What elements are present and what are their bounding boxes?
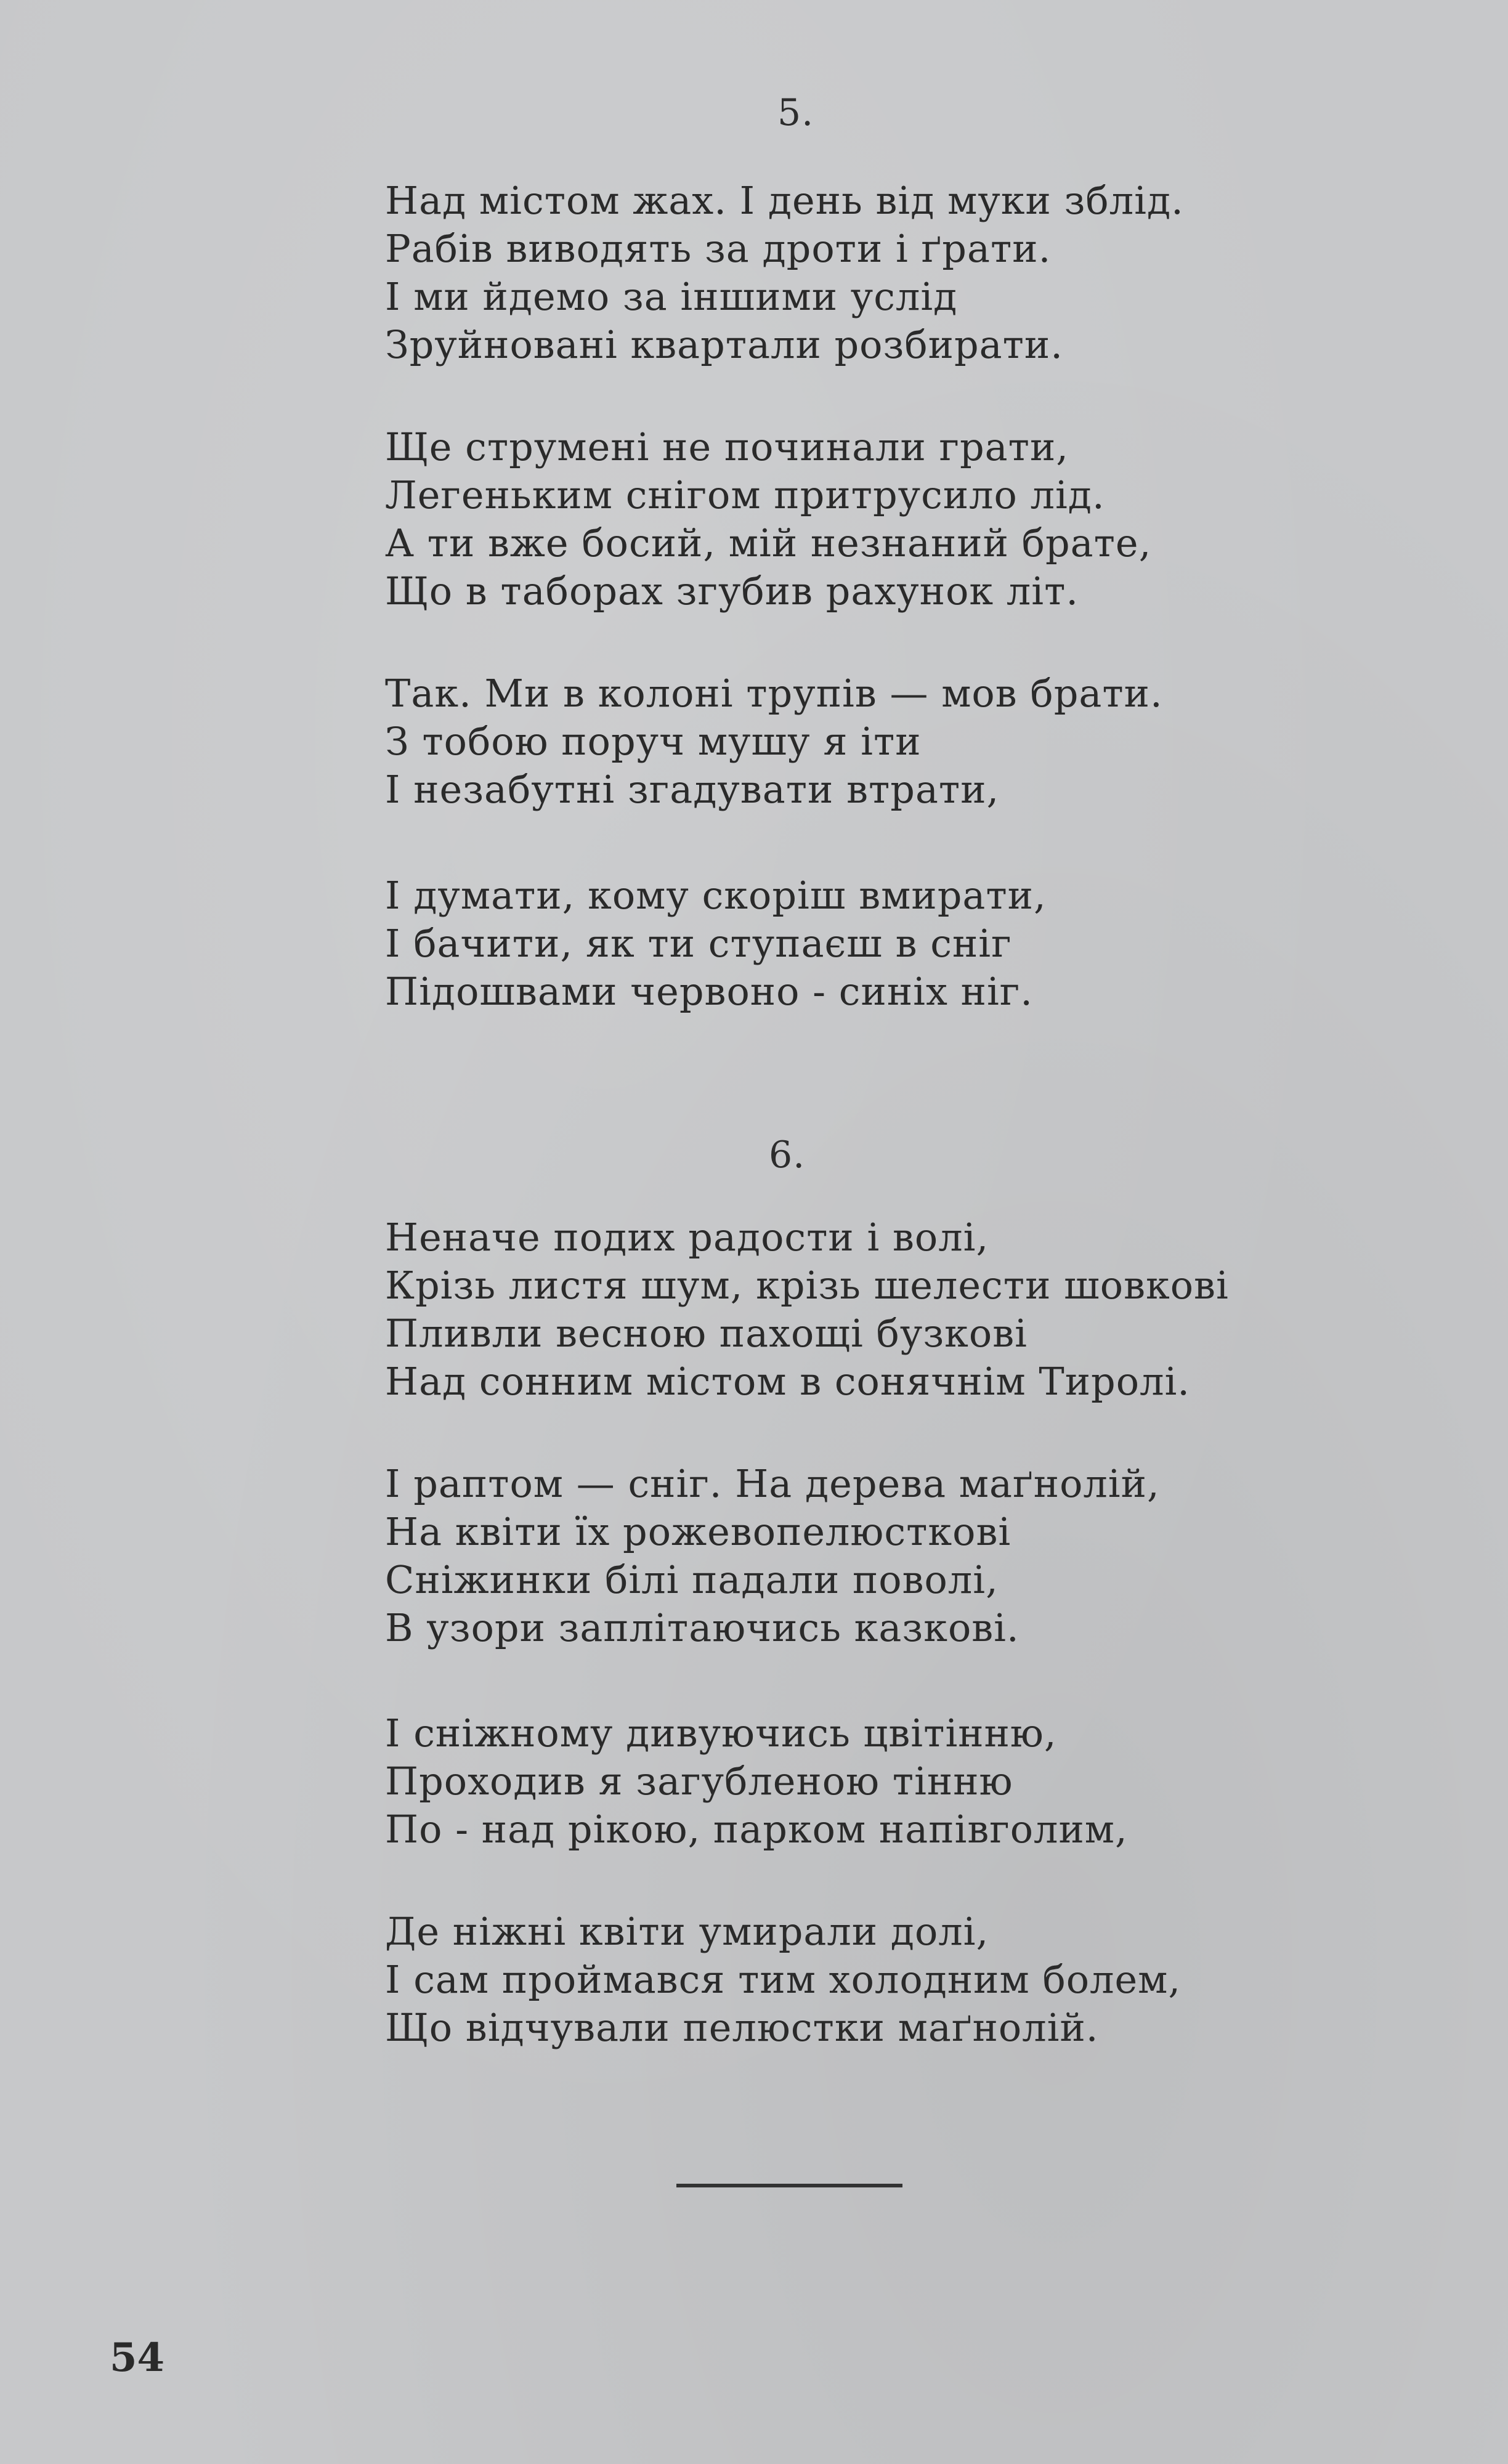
stanza-5-2 bbox=[385, 423, 1469, 615]
section-number-5: 5. bbox=[777, 91, 814, 134]
poem-line: Ще струмені не починали грати, bbox=[385, 424, 1069, 469]
poem-line: По - над рікою, парком напівголим, bbox=[385, 1807, 1128, 1852]
poem-line: І незабутні згадувати втрати, bbox=[385, 767, 1000, 812]
poem-line: І сам проймався тим холодним болем, bbox=[385, 1957, 1182, 2002]
poem-line: Сніжинки білі падали поволі, bbox=[385, 1557, 999, 1602]
poem-line: На квіти їх рожевопелюсткові bbox=[385, 1509, 1011, 1554]
poem-line: І сніжному дивуючись цвітінню, bbox=[385, 1711, 1057, 1756]
poem-line: Над містом жах. І день від муки зблід. bbox=[385, 178, 1184, 223]
poem-line: І думати, кому скоріш вмирати, bbox=[385, 873, 1047, 918]
stanza-6-3 bbox=[385, 1709, 1469, 1854]
stanza-6-2 bbox=[385, 1460, 1469, 1652]
poem-line: Зруйновані квартали розбирати. bbox=[385, 322, 1063, 367]
poem-line: Підошвами червоно - синіх ніг. bbox=[385, 969, 1034, 1014]
poem-line: Неначе подих радости і волі, bbox=[385, 1215, 989, 1260]
page-number: 54 bbox=[110, 2335, 165, 2381]
poem-line: Що відчували пелюстки маґнолій. bbox=[385, 2005, 1099, 2050]
poem-line: Так. Ми в колоні трупів — мов брати. bbox=[385, 671, 1163, 716]
poem-line: Що в таборах згубив рахунок літ. bbox=[385, 569, 1079, 614]
poem-line: З тобою поруч мушу я іти bbox=[385, 719, 922, 764]
poem-line: В узори заплітаючись казкові. bbox=[385, 1605, 1020, 1650]
stanza-6-4 bbox=[385, 1908, 1469, 2052]
poem-line: І ми йдемо за іншими услід bbox=[385, 274, 958, 319]
stanza-5-1 bbox=[385, 177, 1469, 369]
poem-line: А ти вже босий, мій незнаний брате, bbox=[385, 521, 1152, 565]
poem-line: Легеньким снігом притрусило лід. bbox=[385, 472, 1105, 517]
stanza-6-1 bbox=[385, 1214, 1469, 1406]
poem-line: Рабів виводять за дроти і ґрати. bbox=[385, 226, 1052, 271]
poem-line: Над сонним містом в сонячнім Тиролі. bbox=[385, 1359, 1190, 1404]
section-number-6: 6. bbox=[769, 1133, 806, 1177]
poem-line: Крізь листя шум, крізь шелести шовкові bbox=[385, 1263, 1229, 1308]
stanza-5-4 bbox=[385, 872, 1469, 1016]
poem-line: Проходив я загубленою тінню bbox=[385, 1759, 1013, 1804]
poem-line: Де ніжні квіти умирали долі, bbox=[385, 1909, 989, 1954]
poem-line: Пливли весною пахощі бузкові bbox=[385, 1311, 1028, 1356]
poem-line: І бачити, як ти ступаєш в сніг bbox=[385, 921, 1012, 966]
stanza-5-3 bbox=[385, 670, 1469, 814]
end-rule-divider bbox=[676, 2184, 902, 2187]
poem-line: І раптом — сніг. На дерева маґнолій, bbox=[385, 1461, 1160, 1506]
